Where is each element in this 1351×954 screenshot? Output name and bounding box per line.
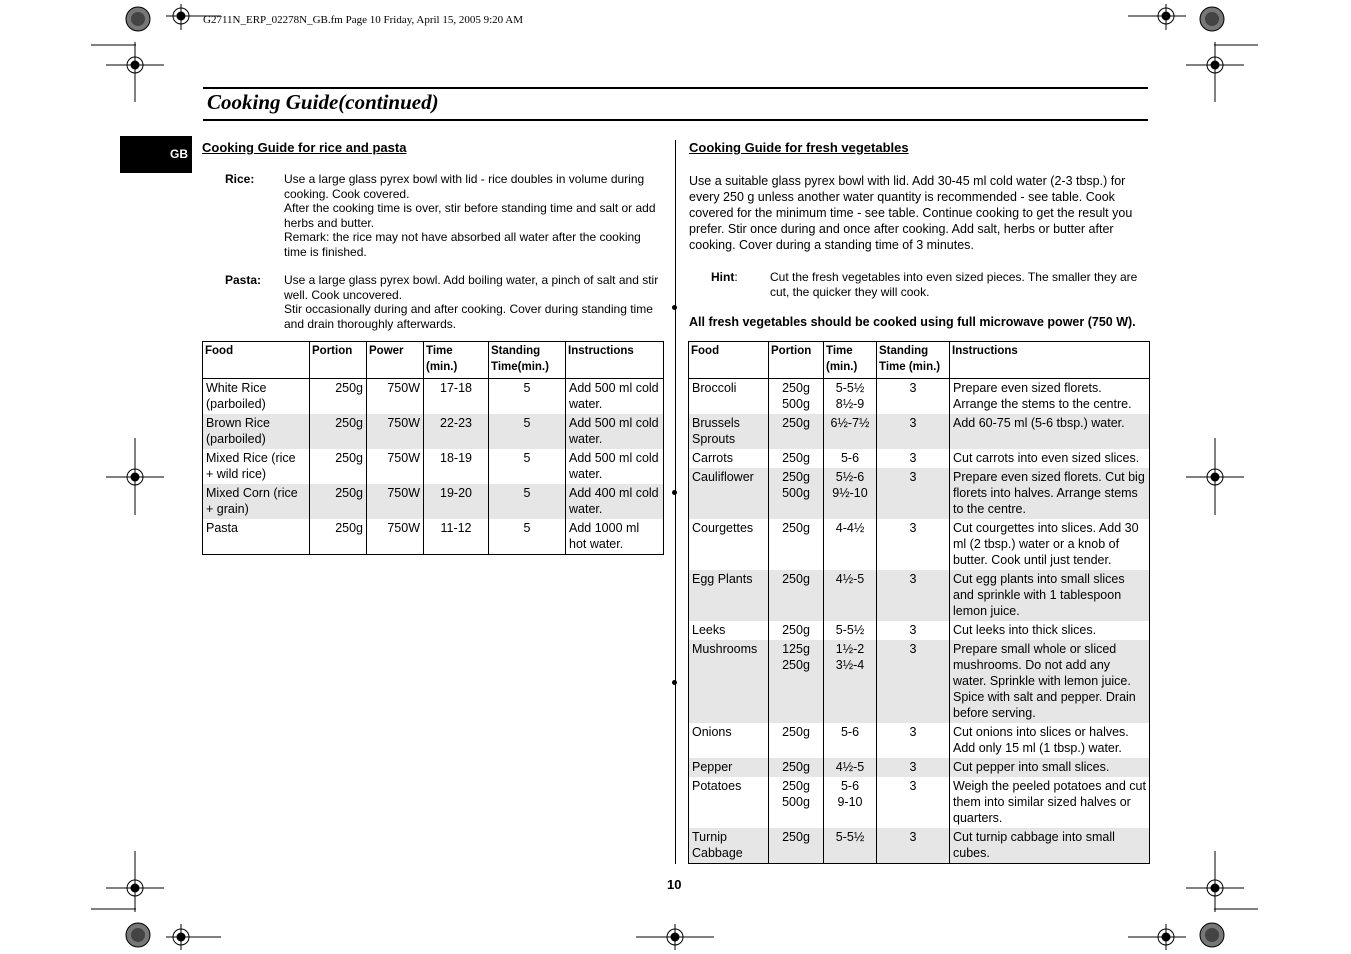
cell-standing: 5 [489, 449, 566, 484]
table-row [689, 828, 1150, 864]
cell-instructions: Cut egg plants into small slices and sprinkle with 1 tablespoon lemon juice. [950, 570, 1150, 621]
cell-standing: 3 [877, 570, 950, 621]
table-row [203, 484, 664, 519]
cell-portion: 250g [769, 519, 824, 570]
file-header: G2711N_ERP_02278N_GB.fm Page 10 Friday, April 15, 2005 9:20 AM [203, 14, 524, 26]
binding-dot [672, 680, 677, 685]
cell-portion: 250g 500g [769, 379, 824, 415]
cell-standing: 3 [877, 449, 950, 468]
cell-standing: 5 [489, 519, 566, 555]
rice-pasta-table [202, 341, 664, 555]
table-row [689, 777, 1150, 828]
cell-time: 4½-5 [824, 570, 877, 621]
binding-dot [672, 305, 677, 310]
cell-food: Mushrooms [689, 640, 769, 723]
column-divider [675, 140, 676, 864]
cell-food: Cauliflower [689, 468, 769, 519]
page-title: Cooking Guide(continued) [207, 90, 439, 114]
cell-time: 17-18 [424, 379, 489, 415]
col-header-time: Time (min.) [824, 342, 877, 379]
cell-standing: 3 [877, 468, 950, 519]
cell-time: 5-5½ 8½-9 [824, 379, 877, 415]
power-note: All fresh vegetables should be cooked using full microwave power (750 W). [689, 315, 1136, 329]
cell-instructions: Cut leeks into thick slices. [950, 621, 1150, 640]
cell-portion: 250g [769, 414, 824, 449]
page-number: 10 [667, 877, 682, 892]
cell-food: Turnip Cabbage [689, 828, 769, 864]
cell-standing: 3 [877, 621, 950, 640]
table-row [689, 414, 1150, 449]
hint-text: Cut the fresh vegetables into even sized pieces. The smaller they are cut, the quicker they will cook. [770, 270, 1138, 299]
cell-instructions: Add 500 ml cold water. [566, 449, 664, 484]
cell-portion: 250g [310, 484, 367, 519]
hint-label [711, 270, 738, 284]
table-row [689, 449, 1150, 468]
table-row [203, 449, 664, 484]
rice-label: Rice: [225, 172, 255, 186]
table-header-row [689, 342, 1150, 379]
cell-instructions: Add 500 ml cold water. [566, 379, 664, 415]
cell-standing: 3 [877, 379, 950, 415]
cell-standing: 3 [877, 723, 950, 758]
table-row [689, 640, 1150, 723]
table-row [689, 468, 1150, 519]
cell-standing: 3 [877, 414, 950, 449]
cell-time: 5-6 9-10 [824, 777, 877, 828]
cell-portion: 250g 500g [769, 468, 824, 519]
cell-portion: 250g [310, 379, 367, 415]
table-row [689, 723, 1150, 758]
cell-food: Carrots [689, 449, 769, 468]
cell-food: Mixed Corn (rice + grain) [203, 484, 310, 519]
pasta-label: Pasta: [225, 273, 262, 287]
cell-instructions: Prepare even sized florets. Cut big florets into halves. Arrange stems to the centre. [950, 468, 1150, 519]
table-row [689, 379, 1150, 415]
cell-instructions: Cut courgettes into slices. Add 30 ml (2 tbsp.) water or a knob of butter. Cook until just tender. [950, 519, 1150, 570]
rice-line: Remark: the rice may not have absorbed all water after the cooking time is finished. [284, 230, 641, 259]
col-header-standing: Standing Time(min.) [489, 342, 566, 379]
binding-dot [672, 490, 677, 495]
cell-time: 5½-6 9½-10 [824, 468, 877, 519]
cell-instructions: Add 500 ml cold water. [566, 414, 664, 449]
cell-portion: 250g [769, 621, 824, 640]
col-header-instructions: Instructions [950, 342, 1150, 379]
cell-time: 19-20 [424, 484, 489, 519]
cell-food: White Rice (parboiled) [203, 379, 310, 415]
cell-instructions: Cut onions into slices or halves. Add only 15 ml (1 tbsp.) water. [950, 723, 1150, 758]
cell-time: 22-23 [424, 414, 489, 449]
cell-food: Leeks [689, 621, 769, 640]
col-header-instructions: Instructions [566, 342, 664, 379]
hint-label-text: Hint [711, 270, 735, 284]
cell-food: Brussels Sprouts [689, 414, 769, 449]
cell-standing: 3 [877, 640, 950, 723]
language-tab: GB [120, 136, 192, 173]
rice-line: After the cooking time is over, stir before standing time and salt or add herbs and butter. [284, 201, 656, 230]
col-header-power: Power [367, 342, 424, 379]
cell-instructions: Weigh the peeled potatoes and cut them into similar sized halves or quarters. [950, 777, 1150, 828]
vegetables-table [688, 341, 1150, 864]
pasta-line: Stir occasionally during and after cooking. Cover during standing time and drain thoroughly afterwards. [284, 302, 653, 331]
cell-time: 5-6 [824, 723, 877, 758]
rice-pasta-title: Cooking Guide for rice and pasta [202, 140, 407, 155]
cell-food: Courgettes [689, 519, 769, 570]
cell-instructions: Prepare small whole or sliced mushrooms. Do not add any water. Sprinkle with lemon juice. Spice with salt and pepper. Drain before serving. [950, 640, 1150, 723]
rice-text [284, 172, 662, 259]
table-row [689, 621, 1150, 640]
cell-power: 750W [367, 449, 424, 484]
vegetables-intro: Use a suitable glass pyrex bowl with lid. Add 30-45 ml cold water (2-3 tbsp.) for every 250 g unless another water quantity is recommended - see table. Cook covered for the minimum time - see table. Continue cooking to get the result you prefer. Stir once during and once after cooking. Add salt, herbs or butter after cooking. Cover during a standing time of 3 minutes. [689, 174, 1133, 252]
cell-instructions: Add 400 ml cold water. [566, 484, 664, 519]
cell-portion: 250g [769, 828, 824, 864]
vegetables-title: Cooking Guide for fresh vegetables [689, 140, 909, 155]
pasta-text [284, 273, 662, 331]
cell-instructions: Cut carrots into even sized slices. [950, 449, 1150, 468]
col-header-time: Time (min.) [424, 342, 489, 379]
cell-standing: 5 [489, 379, 566, 415]
col-header-food: Food [203, 342, 310, 379]
cell-standing: 3 [877, 777, 950, 828]
cell-food: Mixed Rice (rice + wild rice) [203, 449, 310, 484]
cell-food: Onions [689, 723, 769, 758]
cell-food: Potatoes [689, 777, 769, 828]
col-header-portion: Portion [310, 342, 367, 379]
cell-portion: 250g [310, 519, 367, 555]
cell-food: Egg Plants [689, 570, 769, 621]
cell-standing: 3 [877, 758, 950, 777]
cell-instructions: Cut pepper into small slices. [950, 758, 1150, 777]
cell-instructions: Add 1000 ml hot water. [566, 519, 664, 555]
cell-portion: 250g [769, 570, 824, 621]
cell-standing: 5 [489, 414, 566, 449]
title-top-rule [203, 87, 1148, 89]
cell-portion: 125g 250g [769, 640, 824, 723]
col-header-standing: Standing Time (min.) [877, 342, 950, 379]
cell-time: 11-12 [424, 519, 489, 555]
cell-standing: 3 [877, 519, 950, 570]
cell-portion: 250g [310, 449, 367, 484]
cell-instructions: Cut turnip cabbage into small cubes. [950, 828, 1150, 864]
table-row [203, 519, 664, 555]
table-row [203, 379, 664, 415]
cell-time: 5-5½ [824, 621, 877, 640]
cell-power: 750W [367, 414, 424, 449]
cell-time: 6½-7½ [824, 414, 877, 449]
col-header-portion: Portion [769, 342, 824, 379]
cell-time: 1½-2 3½-4 [824, 640, 877, 723]
cell-portion: 250g [769, 758, 824, 777]
cell-power: 750W [367, 484, 424, 519]
cell-power: 750W [367, 519, 424, 555]
cell-time: 4½-5 [824, 758, 877, 777]
table-row [689, 570, 1150, 621]
cell-instructions: Prepare even sized florets. Arrange the stems to the centre. [950, 379, 1150, 415]
cell-food: Broccoli [689, 379, 769, 415]
hint-colon: : [734, 270, 738, 284]
pasta-line: Use a large glass pyrex bowl. Add boiling water, a pinch of salt and stir well. Cook uncovered. [284, 273, 659, 302]
col-header-food: Food [689, 342, 769, 379]
cell-food: Pepper [689, 758, 769, 777]
table-row [689, 519, 1150, 570]
cell-standing: 5 [489, 484, 566, 519]
table-header-row [203, 342, 664, 379]
cell-instructions: Add 60-75 ml (5-6 tbsp.) water. [950, 414, 1150, 449]
cell-food: Pasta [203, 519, 310, 555]
cell-time: 4-4½ [824, 519, 877, 570]
cell-time: 5-5½ [824, 828, 877, 864]
cell-time: 18-19 [424, 449, 489, 484]
cell-portion: 250g [310, 414, 367, 449]
cell-portion: 250g [769, 723, 824, 758]
cell-time: 5-6 [824, 449, 877, 468]
table-row [689, 758, 1150, 777]
cell-power: 750W [367, 379, 424, 415]
title-bottom-rule [203, 119, 1148, 121]
table-row [203, 414, 664, 449]
cell-portion: 250g 500g [769, 777, 824, 828]
rice-line: Use a large glass pyrex bowl with lid - rice doubles in volume during cooking. Cook covered. [284, 172, 645, 201]
cell-standing: 3 [877, 828, 950, 864]
cell-portion: 250g [769, 449, 824, 468]
cell-food: Brown Rice (parboiled) [203, 414, 310, 449]
